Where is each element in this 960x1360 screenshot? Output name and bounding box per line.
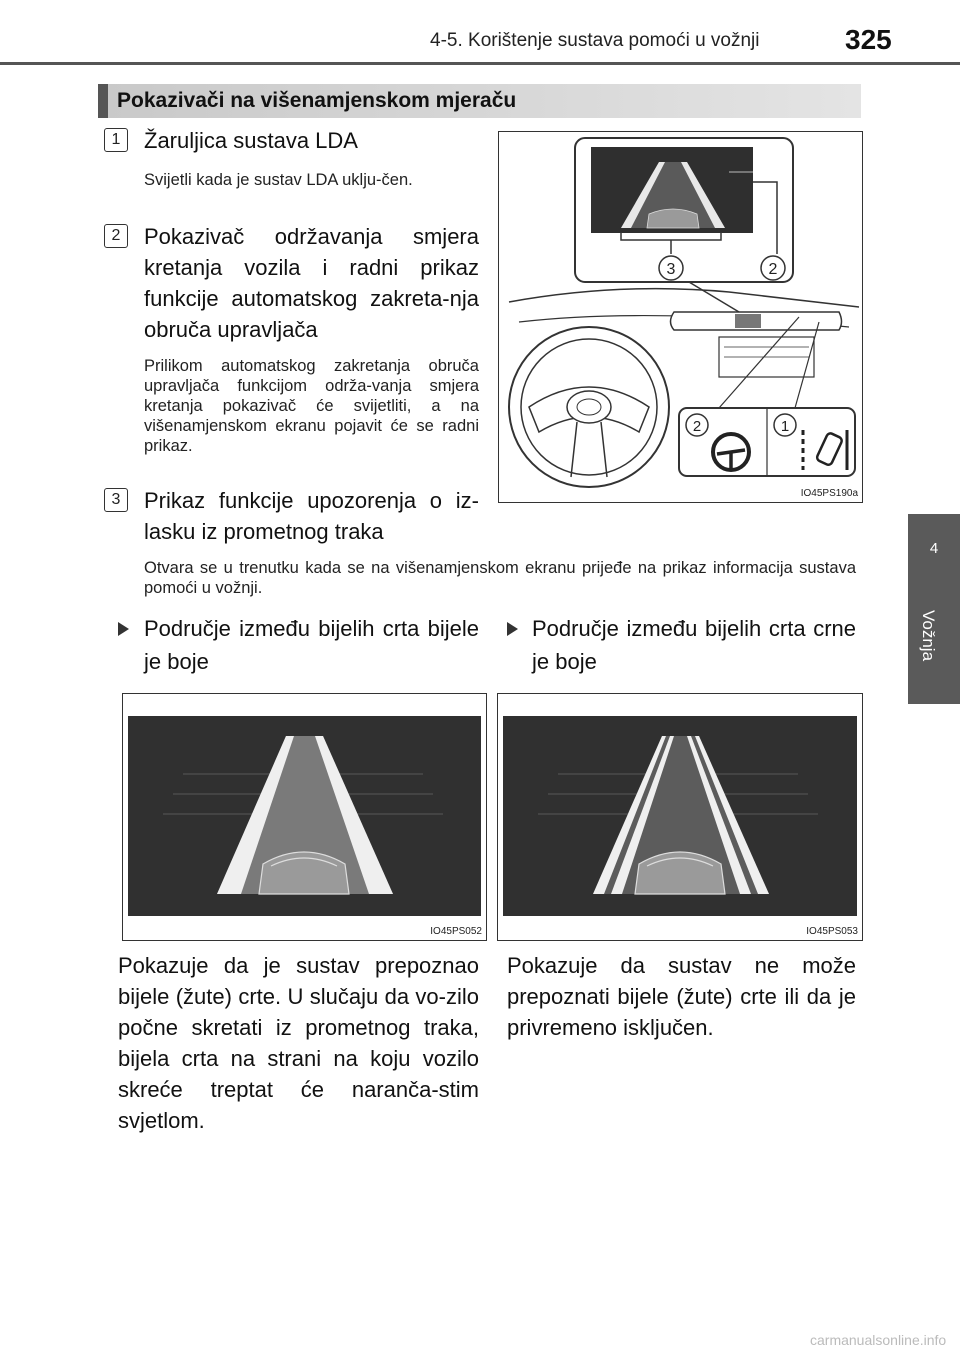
subsection-description-right: Pokazuje da sustav ne može prepoznati bijele (žute) crte ili da je privremeno isključen. — [507, 953, 856, 1040]
subsection-description-left: Pokazuje da je sustav prepoznao bijele (žute) crte. U slučaju da vo-zilo počne skretati iz prometnog traka, bijela crta na strani na koju vozilo skreće treptat će naranča-stim svjetlom. — [118, 953, 479, 1133]
dashboard-figure — [498, 131, 863, 503]
footer-watermark: carmanualsonline.info — [810, 1332, 947, 1348]
figure-code: IO45PS052 — [430, 926, 482, 937]
chapter-tab-number: 4 — [929, 540, 939, 557]
item-heading-1: Žaruljica sustava LDA — [144, 128, 358, 153]
lane-display-black — [498, 694, 862, 940]
header-section-title: 4-5. Korištenje sustava pomoći u vožnji — [430, 30, 760, 51]
lane-display-black-figure — [497, 693, 863, 941]
item-body-1: Svijetli kada je sustav LDA uklju-čen. — [144, 171, 413, 189]
lane-display-white — [123, 694, 486, 940]
header-rule — [0, 62, 960, 65]
item-heading-2: Pokazivač održavanja smjera kretanja vozila i radni prikaz funkcije automatskog zakreta-nja obruča upravljača — [144, 224, 479, 342]
item-number-2: 2 — [104, 224, 128, 248]
subsection-heading-right: Područje između bijelih crta crne je boje — [532, 616, 856, 674]
subsection-heading-left: Područje između bijelih crta bijele je boje — [144, 616, 479, 674]
lane-display-white-figure — [122, 693, 487, 941]
item-body-3: Otvara se u trenutku kada se na višenamjenskom ekranu prijeđe na prikaz informacija sustava pomoći u vožnji. — [144, 559, 856, 597]
callout-2-top: 2 — [768, 261, 778, 278]
bullet-triangle-icon — [118, 622, 129, 636]
item-heading-3: Prikaz funkcije upozorenja o iz-lasku iz prometnog traka — [144, 488, 479, 544]
chapter-tab-label: Vožnja — [919, 610, 938, 662]
section-title: Pokazivači na višenamjenskom mjeraču — [117, 89, 517, 112]
figure-code: IO45PS053 — [806, 926, 858, 937]
figure-code: IO45PS190a — [800, 488, 858, 499]
callout-1: 1 — [780, 418, 790, 435]
callout-3: 3 — [666, 261, 676, 278]
item-number-3: 3 — [104, 488, 128, 512]
bullet-triangle-icon — [507, 622, 518, 636]
item-number-1: 1 — [104, 128, 128, 152]
callout-2-bottom: 2 — [692, 418, 702, 435]
dashboard-illustration — [499, 132, 862, 502]
page-number: 325 — [845, 24, 892, 55]
item-body-2: Prilikom automatskog zakretanja obruča upravljača funkcijom održa-vanja smjera kretanja pokazivač će svijetliti, a na višenamjenskom ekranu pojavit će se radni prikaz. — [144, 357, 479, 455]
